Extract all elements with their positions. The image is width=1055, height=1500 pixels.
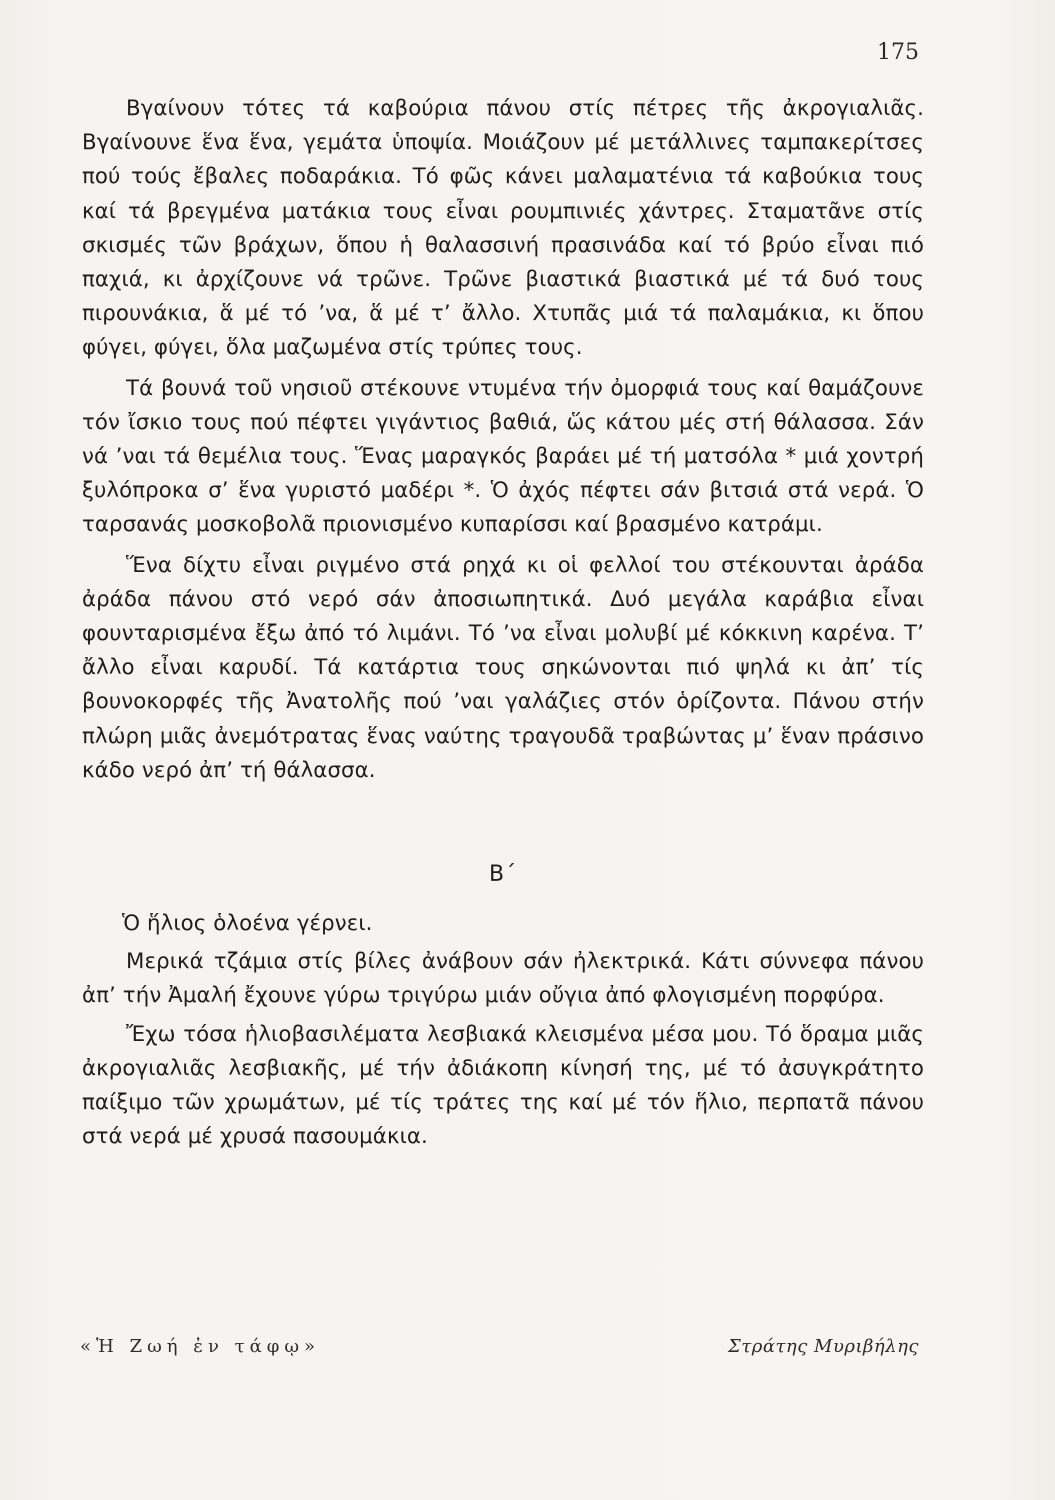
- author-name: Στράτης Μυριβήλης: [728, 1336, 919, 1357]
- paragraph-sunsets: Ἔχω τόσα ἡλιοβασιλέματα λεσβιακά κλεισμένα μέσα μου. Τό ὅραμα μιᾶς ἀκρογιαλιᾶς λεσβιακῆς, μέ τήν ἀδιάκοπη κίνησή της, μέ τό ἀσυγκράτητο παίξιμο τῶν χρωμάτων, μέ τίς τράτες της καί μέ τόν ἥλιο, περπατᾶ πάνου στά νερά μέ χρυσά πασουμάκια.: [82, 1021, 924, 1150]
- paragraph-sun-sets: Ὁ ἥλιος ὁλοένα γέρνει.: [122, 911, 373, 937]
- paragraph-mountains: Τά βουνά τοῦ νησιοῦ στέκουνε ντυμένα τήν ὀμορφιά τους καί θαμάζουνε τόν ἴσκιο τους πού πέφτει γιγάντιος βαθιά, ὥς κάτου μές στή θάλασσα. Σάν νά ’ναι τά θεμέλια τους. Ἕνας μαραγκός βαράει μέ τή ματσόλα * μιά χοντρή ξυλόπροκα σ’ ἕνα γυριστό μαδέρι *. Ὁ ἀχός πέφτει σάν βιτσιά στά νερά. Ὁ ταρσανάς μοσκοβολᾶ πριονισμένο κυπαρίσσι καί βρασμένο κατράμι.: [82, 375, 924, 538]
- paragraph-fishing-net: Ἕνα δίχτυ εἶναι ριγμένο στά ρηχά κι οἱ φελλοί του στέκουνται ἀράδα ἀράδα πάνου στό νερό σάν ἀποσιωπητικά. Δυό μεγάλα καράβια εἶναι φουνταρισμένα ἔξω ἀπό τό λιμάνι. Τό ’να εἶναι μολυβί μέ κόκκινη καρένα. Τ’ ἄλλο εἶναι καρυδί. Τά κατάρτια τους σηκώνονται πιό ψηλά κι ἀπ’ τίς βουνοκορφές τῆς Ἀνατολῆς πού ’ναι γαλάζιες στόν ὁρίζοντα. Πάνου στήν πλώρη μιᾶς ἀνεμότρατας ἕνας ναύτης τραγουδᾶ τραβώντας μ’ ἕναν πράσινο κάδο νερό ἀπ’ τή θάλασσα.: [82, 552, 924, 783]
- source-title: «Ἡ Ζωή ἐν τάφῳ»: [80, 1336, 321, 1357]
- paragraph-windows: Μερικά τζάμια στίς βίλες ἀνάβουν σάν ἠλεκτρικά. Κάτι σύννεφα πάνου ἀπ’ τήν Ἀμαλή ἔχουνε γύρω τριγύρω μιάν οὔγια ἀπό φλογισμένη πορφύρα.: [82, 949, 924, 1009]
- page-number: 175: [877, 40, 919, 65]
- body-text: [82, 92, 924, 1160]
- paragraph-crabs: Βγαίνουν τότες τά καβούρια πάνου στίς πέτρες τῆς ἀκρογιαλιᾶς. Βγαίνουνε ἕνα ἕνα, γεμάτα ὑποψία. Μοιάζουν μέ μετάλλινες ταμπακερίτσες πού τούς ἔβαλες ποδαράκια. Τό φῶς κάνει μαλαματένια τά καβούκια τους καί τά βρεγμένα ματάκια τους εἶναι ρουμπινιές χάντρες. Σταματᾶνε στίς σκισμές τῶν βράχων, ὅπου ἡ θαλασσινή πρασινάδα καί τό βρύο εἶναι πιό παχιά, κι ἀρχίζουνε νά τρῶνε. Τρῶνε βιαστικά βιαστικά μέ τά δυό τους πιρουνάκια, ἅ μέ τό ’να, ἅ μέ τ’ ἄλλο. Χτυπᾶς μιά τά παλαμάκια, κι ὅπου φύγει, φύγει, ὅλα μαζωμένα στίς τρύπες τους.: [82, 96, 924, 361]
- section-heading: Β΄: [488, 862, 518, 888]
- page-footer: [80, 1336, 919, 1357]
